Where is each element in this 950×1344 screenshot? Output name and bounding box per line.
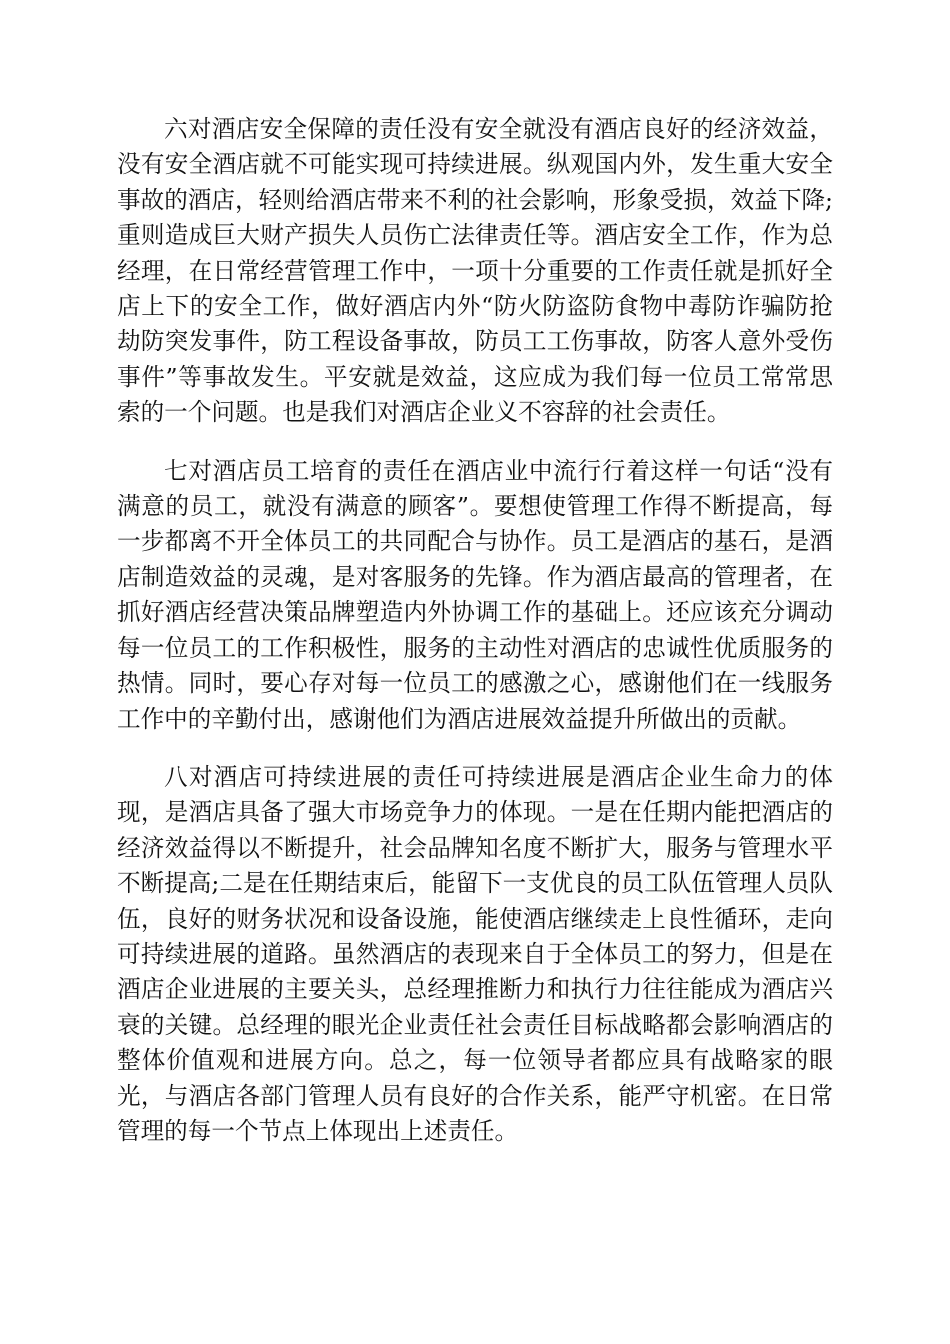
paragraph-sustainable-development-responsibility: 八对酒店可持续进展的责任可持续进展是酒店企业生命力的体现，是酒店具备了强大市场竞争力的体现。一是在任期内能把酒店的经济效益得以不断提升，社会品牌知名度不断扩大，服务与管理水平不断提高;二是在任期结束后，能留下一支优良的员工队伍管理人员队伍，良好的财务状况和设备设施，能使酒店继续走上良性循环，走向可持续进展的道路。虽然酒店的表现来自于全体员工的努力，但是在酒店企业进展的主要关头，总经理推断力和执行力往往能成为酒店兴衰的关键。总经理的眼光企业责任社会责任目标战略都会影响酒店的整体价值观和进展方向。总之，每一位领导者都应具有战略家的眼光，与酒店各部门管理人员有良好的合作关系，能严守机密。在日常管理的每一个节点上体现出上述责任。 <box>117 762 833 1145</box>
paragraph-safety-responsibility: 六对酒店安全保障的责任没有安全就没有酒店良好的经济效益，没有安全酒店就不可能实现可持续进展。纵观国内外，发生重大安全事故的酒店，轻则给酒店带来不利的社会影响，形象受损，效益下降;重则造成巨大财产损失人员伤亡法律责任等。酒店安全工作，作为总经理，在日常经营管理工作中，一项十分重要的工作责任就是抓好全店上下的安全工作，做好酒店内外“防火防盗防食物中毒防诈骗防抢劫防突发事件，防工程设备事故，防员工工伤事故，防客人意外受伤事件”等事故发生。平安就是效益，这应成为我们每一位员工常常思索的一个问题。也是我们对酒店企业义不容辞的社会责任。 <box>117 115 833 427</box>
paragraph-staff-training-responsibility: 七对酒店员工培育的责任在酒店业中流行行着这样一句话“没有满意的员工，就没有满意的顾客”。要想使管理工作得不断提高，每一步都离不开全体员工的共同配合与协作。员工是酒店的基石，是酒店制造效益的灵魂，是对客服务的先锋。作为酒店最高的管理者，在抓好酒店经营决策品牌塑造内外协调工作的基础上。还应该充分调动每一位员工的工作积极性，服务的主动性对酒店的忠诚性优质服务的热情。同时，要心存对每一位员工的感激之心，感谢他们在一线服务工作中的辛勤付出，感谢他们为酒店进展效益提升所做出的贡献。 <box>117 456 833 733</box>
document-body <box>117 112 833 1172</box>
